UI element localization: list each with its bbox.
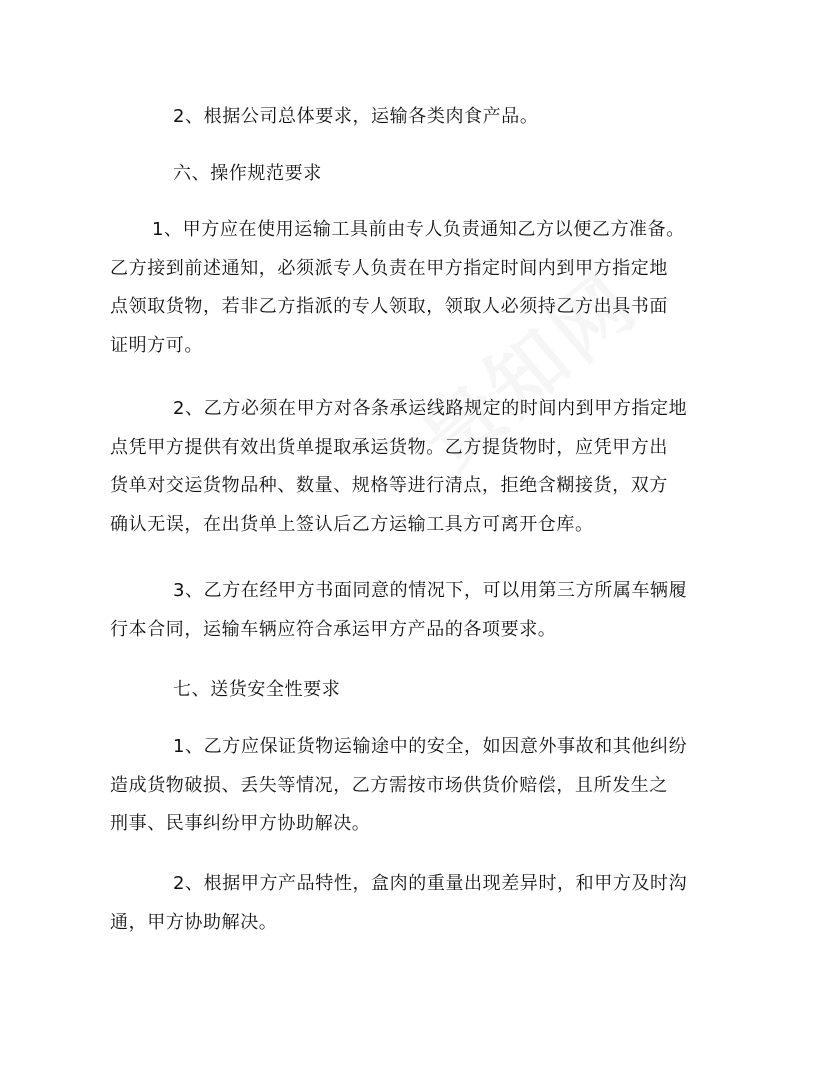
section-heading-delivery-safety [110, 671, 720, 710]
paragraph-weight-difference [110, 865, 720, 942]
text-line: 七、送货安全性要求 [173, 679, 341, 700]
paragraph-third-party-vehicles [110, 572, 720, 649]
text-line: 点凭甲方提供有效出货单提取承运货物。乙方提货物时，应凭甲方出 [110, 436, 668, 458]
text-line: 通，甲方协助解决。 [110, 911, 278, 933]
text-line: 2、乙方必须在甲方对各条承运线路规定的时间内到甲方指定地 [173, 398, 688, 419]
text-line: 行本合同，运输车辆应符合承运甲方产品的各项要求。 [110, 618, 557, 640]
text-line: 确认无误，在出货单上签认后乙方运输工具方可离开仓库。 [110, 513, 594, 535]
text-line: 1、甲方应在使用运输工具前由专人负责通知乙方以便乙方准备。 [152, 219, 685, 240]
paragraph-notification [110, 211, 720, 365]
text-line: 货单对交运货物品种、数量、规格等进行清点，拒绝含糊接货，双方 [110, 475, 668, 496]
text-line: 乙方接到前述通知，必须派专人负责在甲方指定时间内到甲方指定地 [110, 257, 668, 279]
text-line: 造成货物破损、丢失等情况，乙方需按市场供货价赔偿，且所发生之 [110, 774, 668, 796]
text-line: 刑事、民事纠纷甲方协助解决。 [110, 813, 371, 834]
text-line: 点领取货物，若非乙方指派的专人领取，领取人必须持乙方出具书面 [110, 296, 668, 317]
text-line: 2、根据甲方产品特性，盒肉的重量出现差异时，和甲方及时沟 [173, 873, 688, 894]
text-line: 3、乙方在经甲方书面同意的情况下，可以用第三方所属车辆履 [173, 580, 688, 601]
text-line: 证明方可。 [110, 334, 203, 356]
text-line: 六、操作规范要求 [173, 163, 322, 184]
paragraph-pickup [110, 390, 720, 544]
paragraph-transport-safety [110, 728, 720, 844]
paragraph-transport-scope [110, 98, 720, 137]
text-line: 2、根据公司总体要求，运输各类肉食产品。 [173, 106, 539, 127]
text-line: 1、乙方应保证货物运输途中的安全，如因意外事故和其他纠纷 [173, 736, 688, 757]
section-heading-operation-rules [110, 155, 720, 194]
